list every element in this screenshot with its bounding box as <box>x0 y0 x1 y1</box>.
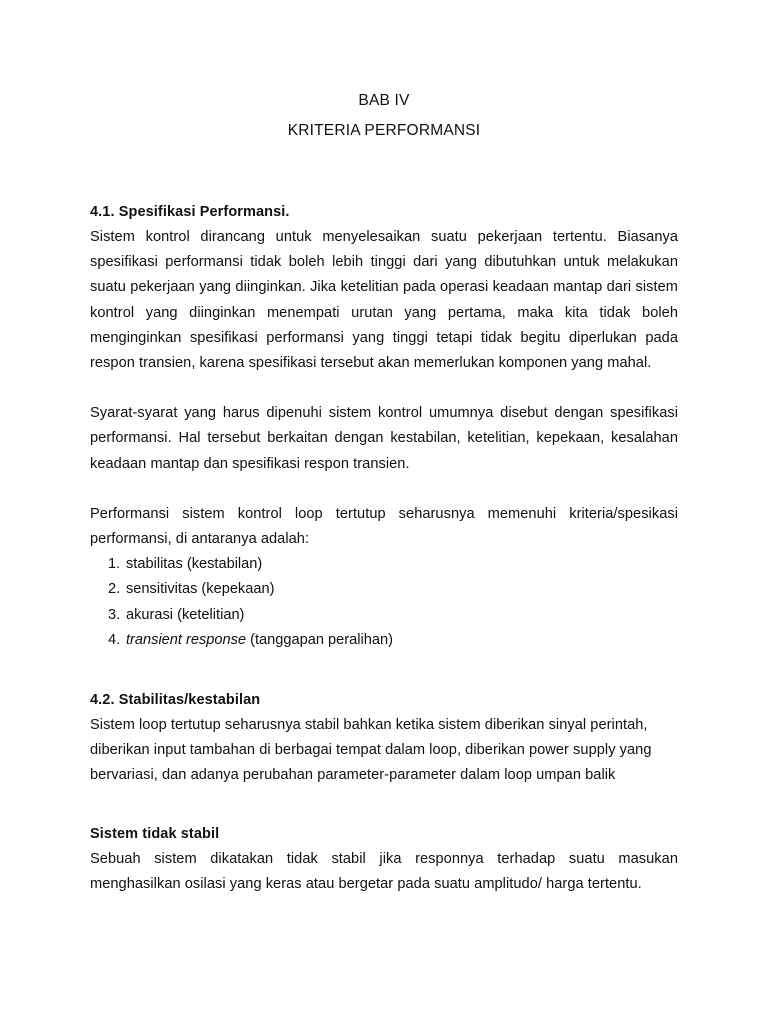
document-content <box>90 0 678 897</box>
list-item-label: akurasi (ketelitian) <box>126 606 245 623</box>
paragraph-spesifikasi-3: Performansi sistem kontrol loop tertutup seharusnya memenuhi kriteria/spesikasi performansi, di antaranya adalah: <box>90 505 678 548</box>
list-item-italic-text: transient response <box>126 631 247 648</box>
paragraph-spesifikasi-2: Syarat-syarat yang harus dipenuhi sistem kontrol umumnya disebut dengan spesifikasi performansi. Hal tersebut berkaitan dengan kestabilan, ketelitian, kepekaan, kesalahan keadaan mantap dan spesifikasi respon transien. <box>90 405 678 472</box>
list-item <box>90 603 678 628</box>
paragraph-spesifikasi-1: Sistem kontrol dirancang untuk menyelesaikan suatu pekerjaan tertentu. Biasanya spesifikasi performansi tidak boleh lebih tinggi dari yang dibutuhkan untuk melakukan suatu pekerjaan yang diinginkan. Jika ketelitian pada operasi keadaan mantap dari sistem kontrol yang diinginkan menempati urutan yang pertama, maka kita tidak boleh menginginkan spesifikasi performansi yang tinggi tetapi tidak begitu diperlukan pada respon transien, karena spesifikasi tersebut akan memerlukan komponen yang mahal. <box>90 229 678 372</box>
section-heading-sistem-tidak-stabil: Sistem tidak stabil <box>90 825 220 842</box>
list-item-label: (tanggapan peralihan) <box>246 631 393 648</box>
list-item-number: 4. <box>108 631 121 648</box>
list-item <box>90 577 678 602</box>
list-item-number: 2. <box>108 581 121 598</box>
list-item-label: stabilitas (kestabilan) <box>126 556 263 573</box>
paragraph-stabilitas-1: Sistem loop tertutup seharusnya stabil bahkan ketika sistem diberikan sinyal perintah, diberikan input tambahan di berbagai tempat dalam loop, diberikan power supply yang bervariasi, dan adanya perubahan parameter-parameter dalam loop umpan balik <box>90 717 652 784</box>
chapter-label: BAB IV <box>358 92 410 109</box>
list-item-number: 3. <box>108 606 121 623</box>
list-item <box>90 552 678 577</box>
list-item <box>90 628 678 653</box>
list-item-number: 1. <box>108 556 121 573</box>
paragraph-tidak-stabil-1: Sebuah sistem dikatakan tidak stabil jika responnya terhadap suatu masukan menghasilkan osilasi yang keras atau bergetar pada suatu amplitudo/ harga tertentu. <box>90 850 678 892</box>
criteria-list <box>90 552 678 653</box>
chapter-title: KRITERIA PERFORMANSI <box>287 122 481 139</box>
list-item-label: sensitivitas (kepekaan) <box>126 581 275 598</box>
section-heading-4-2: 4.2. Stabilitas/kestabilan <box>90 692 261 709</box>
section-heading-4-1: 4.1. Spesifikasi Performansi. <box>90 204 290 220</box>
